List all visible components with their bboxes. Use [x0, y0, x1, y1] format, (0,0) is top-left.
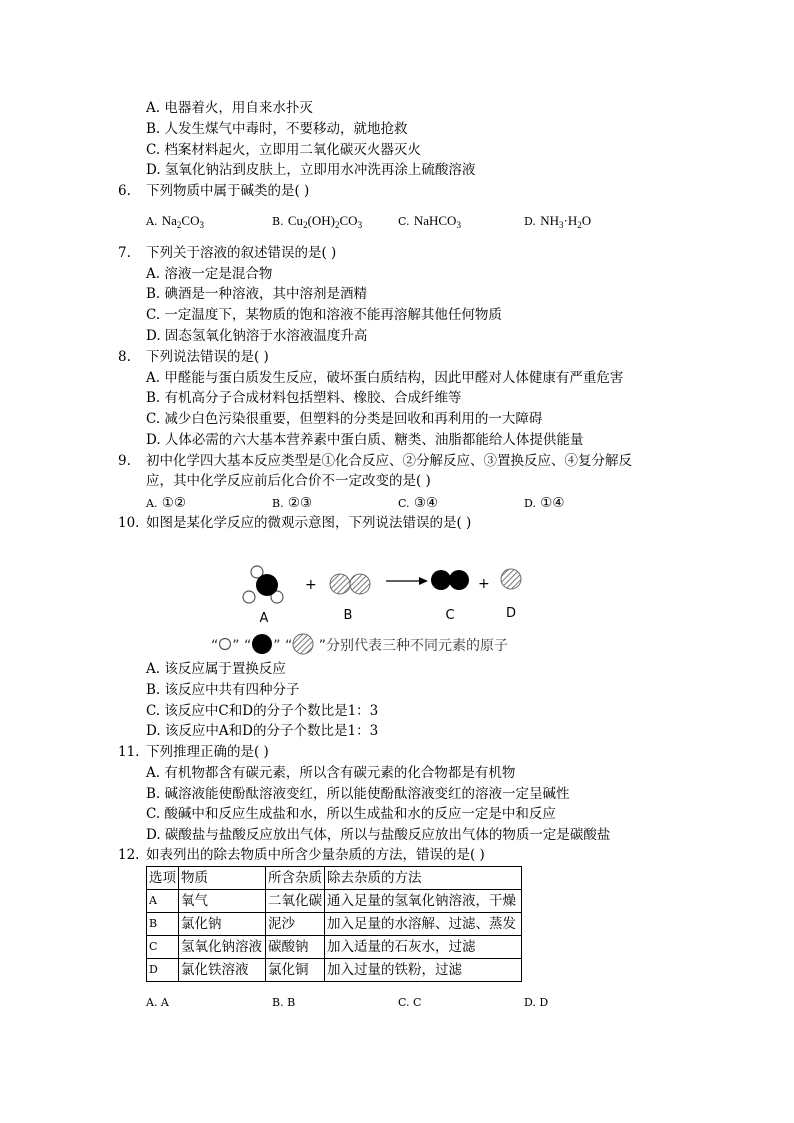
formula-nahco3: NaHCO$_3$	[413, 213, 461, 230]
q12-option-d: D. D	[524, 996, 549, 1009]
q12-option-b: B. B	[272, 996, 296, 1009]
table-header-cell: 物质	[179, 867, 266, 890]
q6-option-b: B. $Cu_2(OH)_2CO_3$	[272, 213, 363, 230]
table-cell: 氯化钠	[179, 913, 266, 936]
q7-stem: 下列关于溶液的叙述错误的是( )	[146, 245, 337, 261]
table-cell: 加入过量的铁粉，过滤	[325, 959, 522, 982]
q12-number: 12.	[118, 847, 140, 863]
q8-number: 8.	[118, 349, 131, 365]
q11-number: 11.	[118, 744, 140, 760]
q5-option-c: C. 档案材料起火，立即用二氧化碳灭火器灭火	[146, 142, 421, 158]
q12-stem: 如表列出的除去物质中所含少量杂质的方法，错误的是( )	[146, 847, 485, 863]
table-cell: C	[147, 936, 179, 959]
molecule-c	[431, 570, 469, 590]
table-row	[147, 936, 522, 959]
label-c: C	[445, 608, 455, 623]
table-cell: 二氧化碳	[266, 890, 325, 913]
q12-option-c: C. C	[398, 996, 422, 1009]
q10-option-d: D. 该反应中A和D的分子个数比是1：3	[146, 723, 379, 739]
q12-option-a: A. A	[146, 996, 169, 1009]
q9-option-d: D. ①④	[524, 495, 565, 511]
table-cell: 泥沙	[266, 913, 325, 936]
q5-option-b: B. 人发生煤气中毒时，不要移动，就地抢救	[146, 121, 408, 137]
table-cell: D	[147, 959, 179, 982]
q9-number: 9.	[118, 453, 131, 469]
q6-option-a: A. $Na_2CO_3$	[146, 213, 204, 230]
table-cell: 氢氧化钠溶液	[179, 936, 266, 959]
q11-option-b: B. 碱溶液能使酚酞溶液变红，所以能使酚酞溶液变红的溶液一定呈碱性	[146, 786, 570, 802]
q8-stem: 下列说法错误的是( )	[146, 349, 269, 365]
q11-stem: 下列推理正确的是( )	[146, 744, 269, 760]
q10-stem: 如图是某化学反应的微观示意图，下列说法错误的是( )	[146, 515, 472, 531]
q8-option-a: A. 甲醛能与蛋白质发生反应，破坏蛋白质结构，因此甲醛对人体健康有严重危害	[146, 370, 624, 386]
q9-option-b: B. ②③	[272, 495, 313, 511]
table-cell: 氧气	[179, 890, 266, 913]
q11-option-a: A. 有机物都含有碳元素，所以含有碳元素的化合物都是有机物	[146, 765, 516, 781]
q10-option-a: A. 该反应属于置换反应	[146, 661, 286, 677]
formula-na2co3: $Na_2CO_3$	[161, 213, 204, 230]
molecule-b	[330, 574, 370, 594]
q8-option-c: C. 减少白色污染很重要，但塑料的分类是回收和再利用的一大障碍	[146, 411, 543, 427]
table-header-row	[147, 867, 522, 890]
q6-number: 6.	[118, 183, 131, 199]
plus-sign: +	[305, 577, 317, 593]
table-cell: 加入足量的水溶解、过滤、蒸发	[325, 913, 522, 936]
q6-option-d: D. $NH_3\cdot H_2O$	[524, 213, 592, 230]
table-cell: B	[147, 913, 179, 936]
table-cell: 加入适量的石灰水，过滤	[325, 936, 522, 959]
hatched-atom-icon	[292, 633, 314, 655]
table-cell: 通入足量的氢氧化钠溶液，干燥	[325, 890, 522, 913]
reaction-arrow	[386, 577, 428, 585]
table-header-cell: 选项	[147, 867, 179, 890]
q7-number: 7.	[118, 245, 131, 261]
q7-option-d: D. 固态氢氧化钠溶于水溶液温度升高	[146, 328, 368, 344]
plus-sign: +	[478, 576, 490, 592]
q7-option-b: B. 碘酒是一种溶液，其中溶剂是酒精	[146, 286, 368, 302]
impurity-table	[146, 866, 522, 982]
q8-option-d: D. 人体必需的六大基本营养素中蛋白质、糖类、油脂都能给人体提供能量	[146, 432, 584, 448]
q5-option-a: A. 电器着火，用自来水扑灭	[146, 100, 313, 116]
q9-stem-line2: 应，其中化学反应前后化合价不一定改变的是( )	[146, 473, 431, 489]
q9-option-a: A. ①②	[146, 495, 186, 511]
white-atom-icon	[218, 637, 232, 651]
q7-option-c: C. 一定温度下，某物质的饱和溶液不能再溶解其他任何物质	[146, 307, 502, 323]
q10-option-c: C. 该反应中C和D的分子个数比是1：3	[146, 703, 379, 719]
molecule-a	[243, 566, 283, 603]
q11-option-d: D. 碳酸盐与盐酸反应放出气体，所以与盐酸反应放出气体的物质一定是碳酸盐	[146, 827, 611, 843]
table-cell: 碳酸钠	[266, 936, 325, 959]
q10-number: 10.	[118, 515, 140, 531]
q6-stem: 下列物质中属于碱类的是( )	[146, 183, 310, 199]
black-atom-icon	[251, 633, 273, 655]
table-row	[147, 913, 522, 936]
formula-cu2oh2co3: $Cu_2(OH)_2CO_3$	[287, 213, 363, 230]
diagram-legend: “ ” “ ” “ ”分别代表三种不同元素的原子	[211, 633, 508, 655]
q8-option-b: B. 有机高分子合成材料包括塑料、橡胶、合成纤维等	[146, 390, 462, 406]
table-header-cell: 除去杂质的方法	[325, 867, 522, 890]
table-cell: 氯化铜	[266, 959, 325, 982]
molecule-d	[501, 569, 521, 589]
q7-option-a: A. 溶液一定是混合物	[146, 266, 273, 282]
table-cell: A	[147, 890, 179, 913]
q11-option-c: C. 酸碱中和反应生成盐和水，所以生成盐和水的反应一定是中和反应	[146, 806, 556, 822]
q10-option-b: B. 该反应中共有四种分子	[146, 682, 300, 698]
q6-option-c: C. NaHCO$_3$	[398, 213, 461, 230]
q9-option-c: C. ③④	[398, 495, 439, 511]
table-row	[147, 959, 522, 982]
label-b: B	[343, 608, 353, 623]
label-d: D	[505, 606, 517, 621]
q9-stem-line1: 初中化学四大基本反应类型是①化合反应、②分解反应、③置换反应、④复分解反	[146, 453, 632, 469]
reaction-diagram	[240, 560, 560, 628]
table-cell: 氯化铁溶液	[179, 959, 266, 982]
formula-nh3-h2o: $NH_3\cdot H_2O$	[540, 213, 592, 230]
label-a: A	[259, 611, 269, 626]
q5-option-d: D. 氢氧化钠沾到皮肤上，立即用水冲洗再涂上硫酸溶液	[146, 162, 476, 178]
table-header-cell: 所含杂质	[266, 867, 325, 890]
table-row	[147, 890, 522, 913]
